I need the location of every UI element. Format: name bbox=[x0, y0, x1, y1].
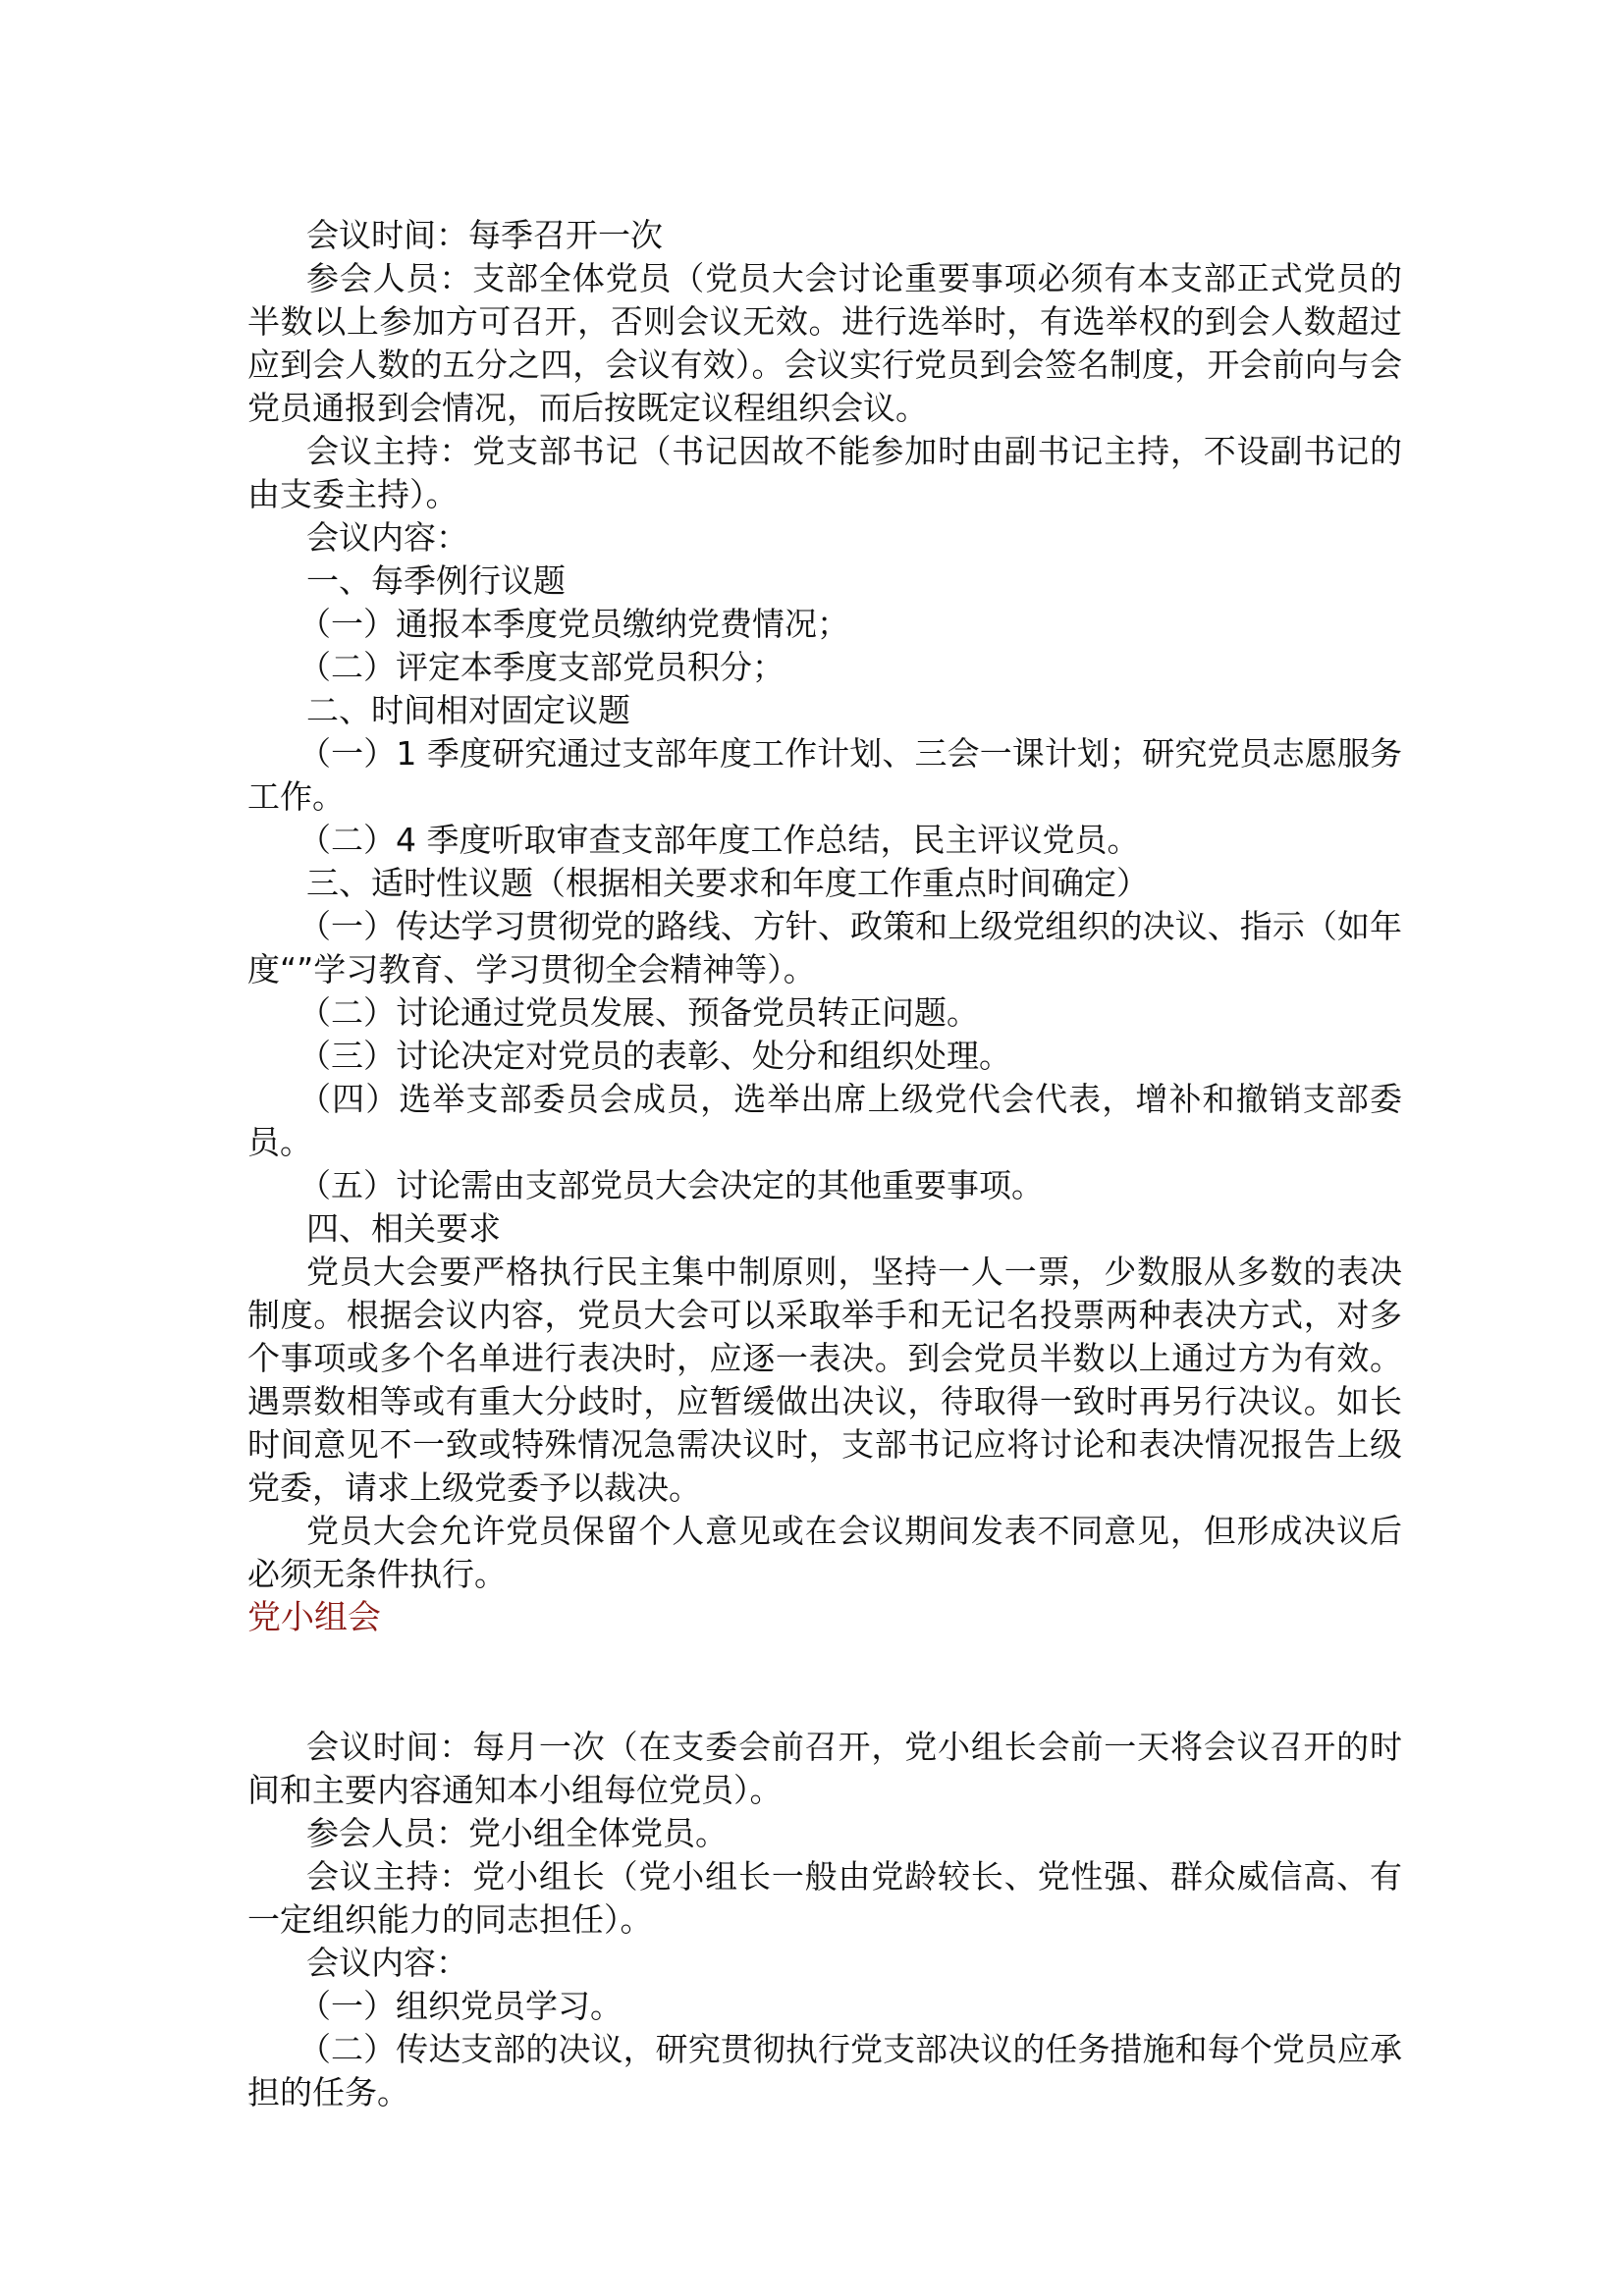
meeting-attendees: 参会人员：支部全体党员（党员大会讨论重要事项必须有本支部正式党员的半数以上参加方可召开，否则会议无效。进行选举时，有选举权的到会人数超过应到会人数的五分之四，会议有效）。会议实行党员到会签名制度，开会前向与会党员通报到会情况，而后按既定议程组织会议。 bbox=[247, 259, 1402, 427]
agenda-heading-3: 三、适时性议题（根据相关要求和年度工作重点时间确定） bbox=[306, 864, 1149, 902]
agenda-item-3-4: （四）选举支部委员会成员，选举出席上级党代会代表，增补和撤销支部委员。 bbox=[247, 1080, 1402, 1161]
group-agenda-item-2: （二）传达支部的决议，研究贯彻执行党支部决议的任务措施和每个党员应承担的任务。 bbox=[247, 2030, 1402, 2111]
meeting-content-label: 会议内容： bbox=[306, 518, 468, 557]
agenda-item-2-2: （二）4 季度听取审查支部年度工作总结，民主评议党员。 bbox=[298, 821, 1140, 859]
agenda-item-3-3: （三）讨论决定对党员的表彰、处分和组织处理。 bbox=[298, 1037, 1011, 1075]
agenda-heading-4: 四、相关要求 bbox=[306, 1209, 501, 1248]
agenda-item-2-1: （一）1 季度研究通过支部年度工作计划、三会一课计划；研究党员志愿服务工作。 bbox=[247, 734, 1402, 816]
agenda-item-3-1: （一）传达学习贯彻党的路线、方针、政策和上级党组织的决议、指示（如年度“”学习教育、学习贯彻全会精神等）。 bbox=[247, 907, 1402, 988]
group-meeting-time: 会议时间：每月一次（在支委会前召开，党小组长会前一天将会议召开的时间和主要内容通知本小组每位党员）。 bbox=[247, 1728, 1402, 1809]
meeting-host: 会议主持：党支部书记（书记因故不能参加时由副书记主持，不设副书记的由支委主持）。 bbox=[247, 432, 1402, 513]
section-spacer bbox=[247, 1639, 1402, 1726]
group-meeting-content-label: 会议内容： bbox=[306, 1944, 468, 1982]
group-meeting-host: 会议主持：党小组长（党小组长一般由党龄较长、党性强、群众威信高、有一定组织能力的同志担任）。 bbox=[247, 1857, 1402, 1939]
meeting-time: 会议时间：每季召开一次 bbox=[306, 216, 663, 254]
section-title-party-group-meeting: 党小组会 bbox=[247, 1598, 381, 1637]
document-page bbox=[247, 214, 1402, 2114]
agenda-item-3-5: （五）讨论需由支部党员大会决定的其他重要事项。 bbox=[298, 1166, 1044, 1204]
agenda-item-1-1: （一）通报本季度党员缴纳党费情况； bbox=[298, 605, 849, 643]
agenda-item-1-2: （二）评定本季度支部党员积分； bbox=[298, 648, 785, 686]
group-agenda-item-1: （一）组织党员学习。 bbox=[298, 1987, 623, 2025]
requirement-paragraph-2: 党员大会允许党员保留个人意见或在会议期间发表不同意见，但形成决议后必须无条件执行。 bbox=[247, 1512, 1402, 1593]
agenda-heading-2: 二、时间相对固定议题 bbox=[306, 691, 630, 729]
requirement-paragraph-1: 党员大会要严格执行民主集中制原则，坚持一人一票，少数服从多数的表决制度。根据会议内容，党员大会可以采取举手和无记名投票两种表决方式，对多个事项或多个名单进行表决时，应逐一表决。到会党员半数以上通过方为有效。遇票数相等或有重大分歧时，应暂缓做出决议，待取得一致时再另行决议。如长时间意见不一致或特殊情况急需决议时，支部书记应将讨论和表决情况报告上级党委，请求上级党委予以裁决。 bbox=[247, 1253, 1402, 1507]
agenda-item-3-2: （二）讨论通过党员发展、预备党员转正问题。 bbox=[298, 993, 979, 1032]
agenda-heading-1: 一、每季例行议题 bbox=[306, 561, 566, 600]
group-meeting-attendees: 参会人员：党小组全体党员。 bbox=[306, 1814, 728, 1852]
